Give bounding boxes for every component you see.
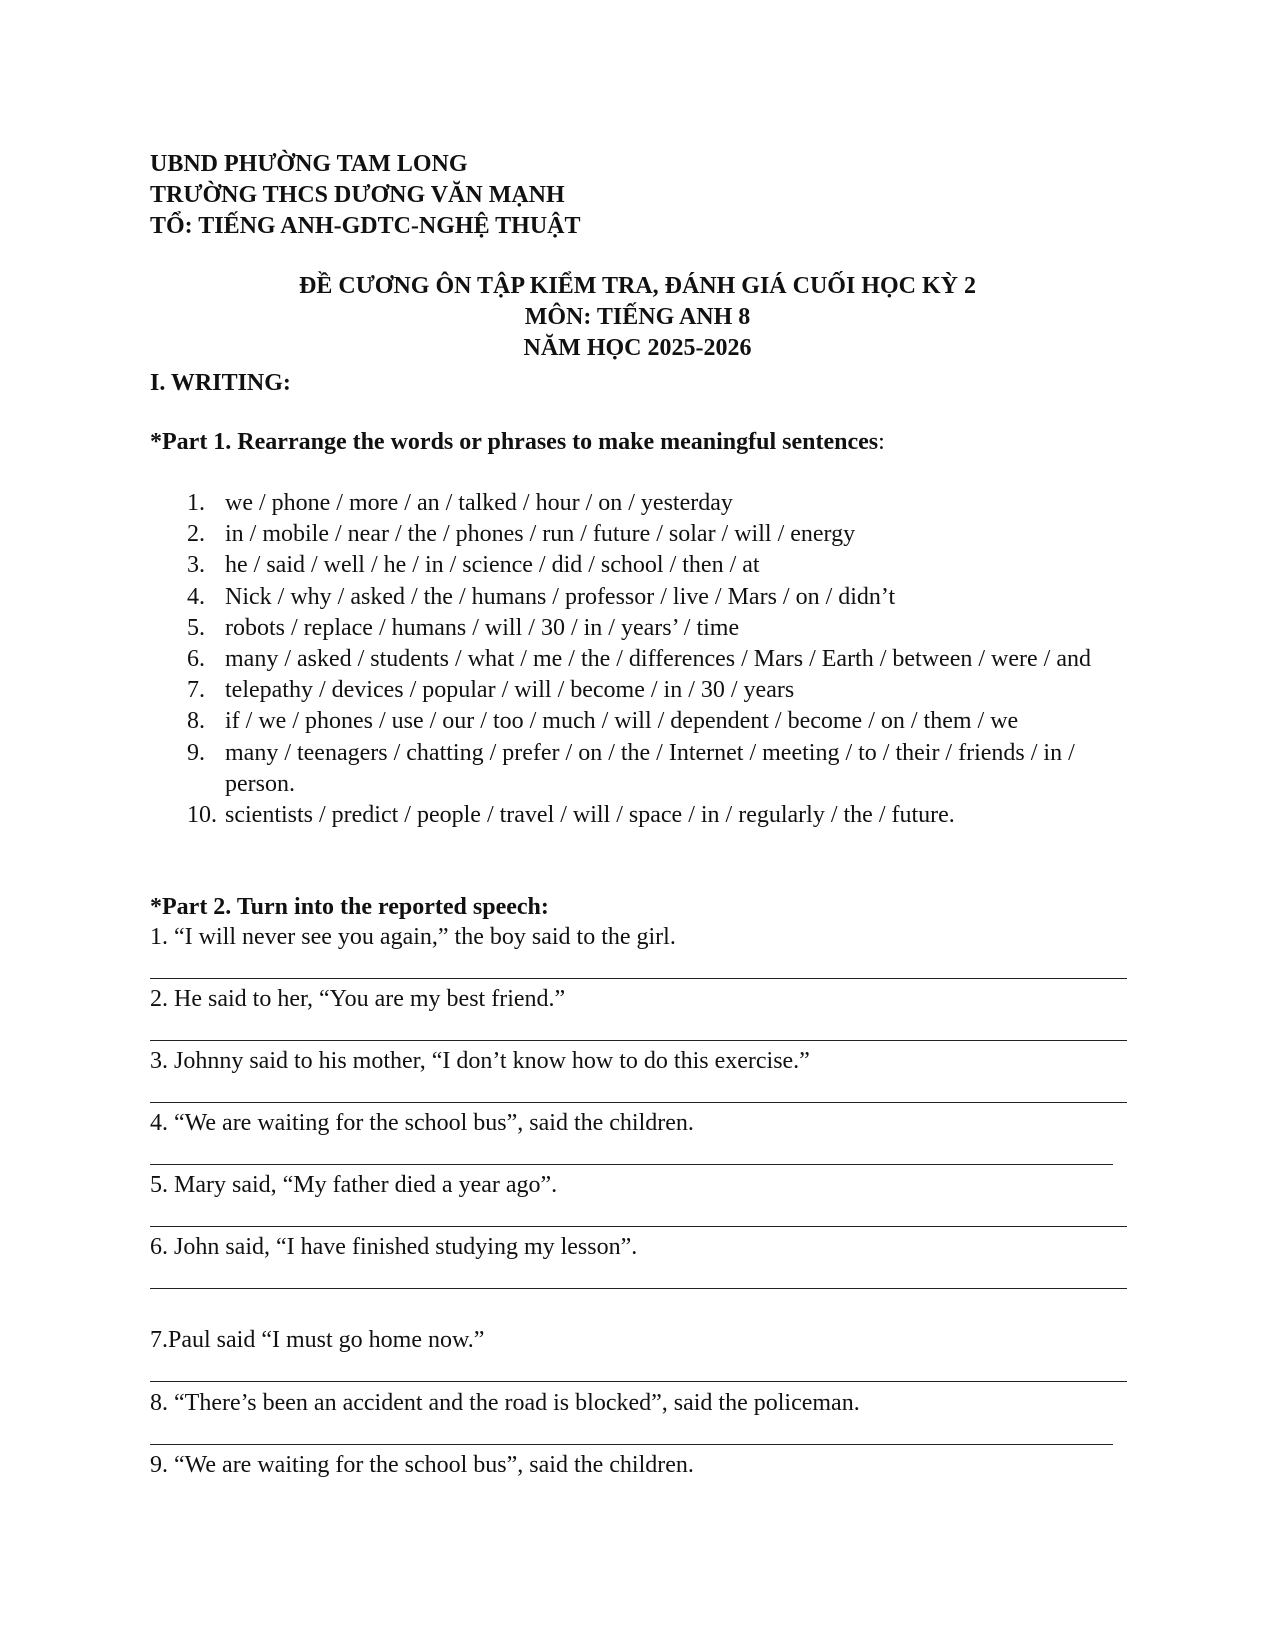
item-text: he / said / well / he / in / science / did / school / then / at bbox=[225, 552, 760, 579]
item-text: if / we / phones / use / our / too / much / will / dependent / become / on / them / we bbox=[225, 708, 1019, 735]
answer-line bbox=[150, 1381, 1127, 1382]
item-number: 3. bbox=[187, 552, 205, 579]
item-number: 5. bbox=[187, 614, 205, 641]
title-school-year: NĂM HỌC 2025-2026 bbox=[523, 335, 752, 361]
header-ward: UBND PHƯỜNG TAM LONG bbox=[150, 151, 468, 177]
answer-line bbox=[150, 1288, 1127, 1289]
item-text: robots / replace / humans / will / 30 / in / years’ / time bbox=[225, 614, 740, 641]
answer-line bbox=[150, 1040, 1127, 1041]
item-number: 1. bbox=[187, 490, 205, 516]
item-number: 7. bbox=[187, 677, 205, 704]
reported-speech-question: 8. “There’s been an accident and the road is blocked”, said the policeman. bbox=[150, 1390, 860, 1416]
part1-heading-colon: : bbox=[878, 429, 885, 455]
item-text: in / mobile / near / the / phones / run / future / solar / will / energy bbox=[225, 521, 856, 548]
title-subject: MÔN: TIẾNG ANH 8 bbox=[524, 304, 751, 330]
header-school: TRƯỜNG THCS DƯƠNG VĂN MẠNH bbox=[150, 182, 565, 208]
item-text: telepathy / devices / popular / will / become / in / 30 / years bbox=[225, 677, 795, 704]
item-text: many / asked / students / what / me / the / differences / Mars / Earth / between / were / and bbox=[225, 646, 1091, 673]
item-number: 8. bbox=[187, 708, 205, 735]
answer-line bbox=[150, 1226, 1127, 1227]
part2-heading: *Part 2. Turn into the reported speech: bbox=[150, 894, 549, 920]
list-item bbox=[150, 644, 1130, 675]
reported-speech-question: 2. He said to her, “You are my best friend.” bbox=[150, 986, 566, 1012]
list-item bbox=[150, 613, 1130, 644]
answer-line bbox=[150, 1164, 1113, 1165]
reported-speech-question: 9. “We are waiting for the school bus”, said the children. bbox=[150, 1452, 694, 1478]
item-number: 9. bbox=[187, 739, 205, 766]
item-text: many / teenagers / chatting / prefer / on / the / Internet / meeting / to / their / friends / in / person. bbox=[225, 739, 1075, 797]
answer-line bbox=[150, 978, 1127, 979]
reported-speech-question: 1. “I will never see you again,” the boy said to the girl. bbox=[150, 924, 676, 950]
answer-line bbox=[150, 1444, 1113, 1445]
list-item bbox=[150, 550, 1130, 581]
list-item bbox=[150, 488, 1130, 519]
list-item bbox=[150, 675, 1130, 706]
part1-heading-text: *Part 1. Rearrange the words or phrases to make meaningful sentences bbox=[150, 429, 879, 455]
school-header bbox=[150, 149, 581, 242]
list-item bbox=[150, 800, 1130, 831]
reported-speech-question: 6. John said, “I have finished studying my lesson”. bbox=[150, 1234, 638, 1260]
list-item bbox=[150, 582, 1130, 613]
list-item bbox=[150, 519, 1130, 550]
reported-speech-question: 3. Johnny said to his mother, “I don’t know how to do this exercise.” bbox=[150, 1048, 810, 1074]
item-text: scientists / predict / people / travel / will / space / in / regularly / the / future. bbox=[225, 802, 955, 829]
part1-heading bbox=[150, 429, 885, 456]
item-text: Nick / why / asked / the / humans / professor / live / Mars / on / didn’t bbox=[225, 583, 896, 610]
title-line-1: ĐỀ CƯƠNG ÔN TẬP KIỂM TRA, ĐÁNH GIÁ CUỐI HỌC KỲ 2 bbox=[299, 273, 976, 299]
item-number: 6. bbox=[187, 646, 205, 673]
section-writing-heading: I. WRITING: bbox=[150, 370, 291, 396]
list-item bbox=[150, 738, 1130, 800]
answer-line bbox=[150, 1102, 1127, 1103]
item-number: 10. bbox=[187, 802, 217, 829]
reported-speech-question: 4. “We are waiting for the school bus”, said the children. bbox=[150, 1110, 694, 1136]
reported-speech-question: 7.Paul said “I must go home now.” bbox=[150, 1327, 485, 1353]
header-department: TỔ: TIẾNG ANH-GDTC-NGHỆ THUẬT bbox=[150, 213, 581, 239]
item-text: we / phone / more / an / talked / hour / on / yesterday bbox=[225, 490, 733, 516]
document-title bbox=[0, 271, 1275, 364]
list-item bbox=[150, 706, 1130, 737]
item-number: 2. bbox=[187, 521, 205, 548]
rearrange-list bbox=[150, 488, 1130, 831]
item-number: 4. bbox=[187, 583, 205, 610]
reported-speech-question: 5. Mary said, “My father died a year ago”. bbox=[150, 1172, 558, 1198]
